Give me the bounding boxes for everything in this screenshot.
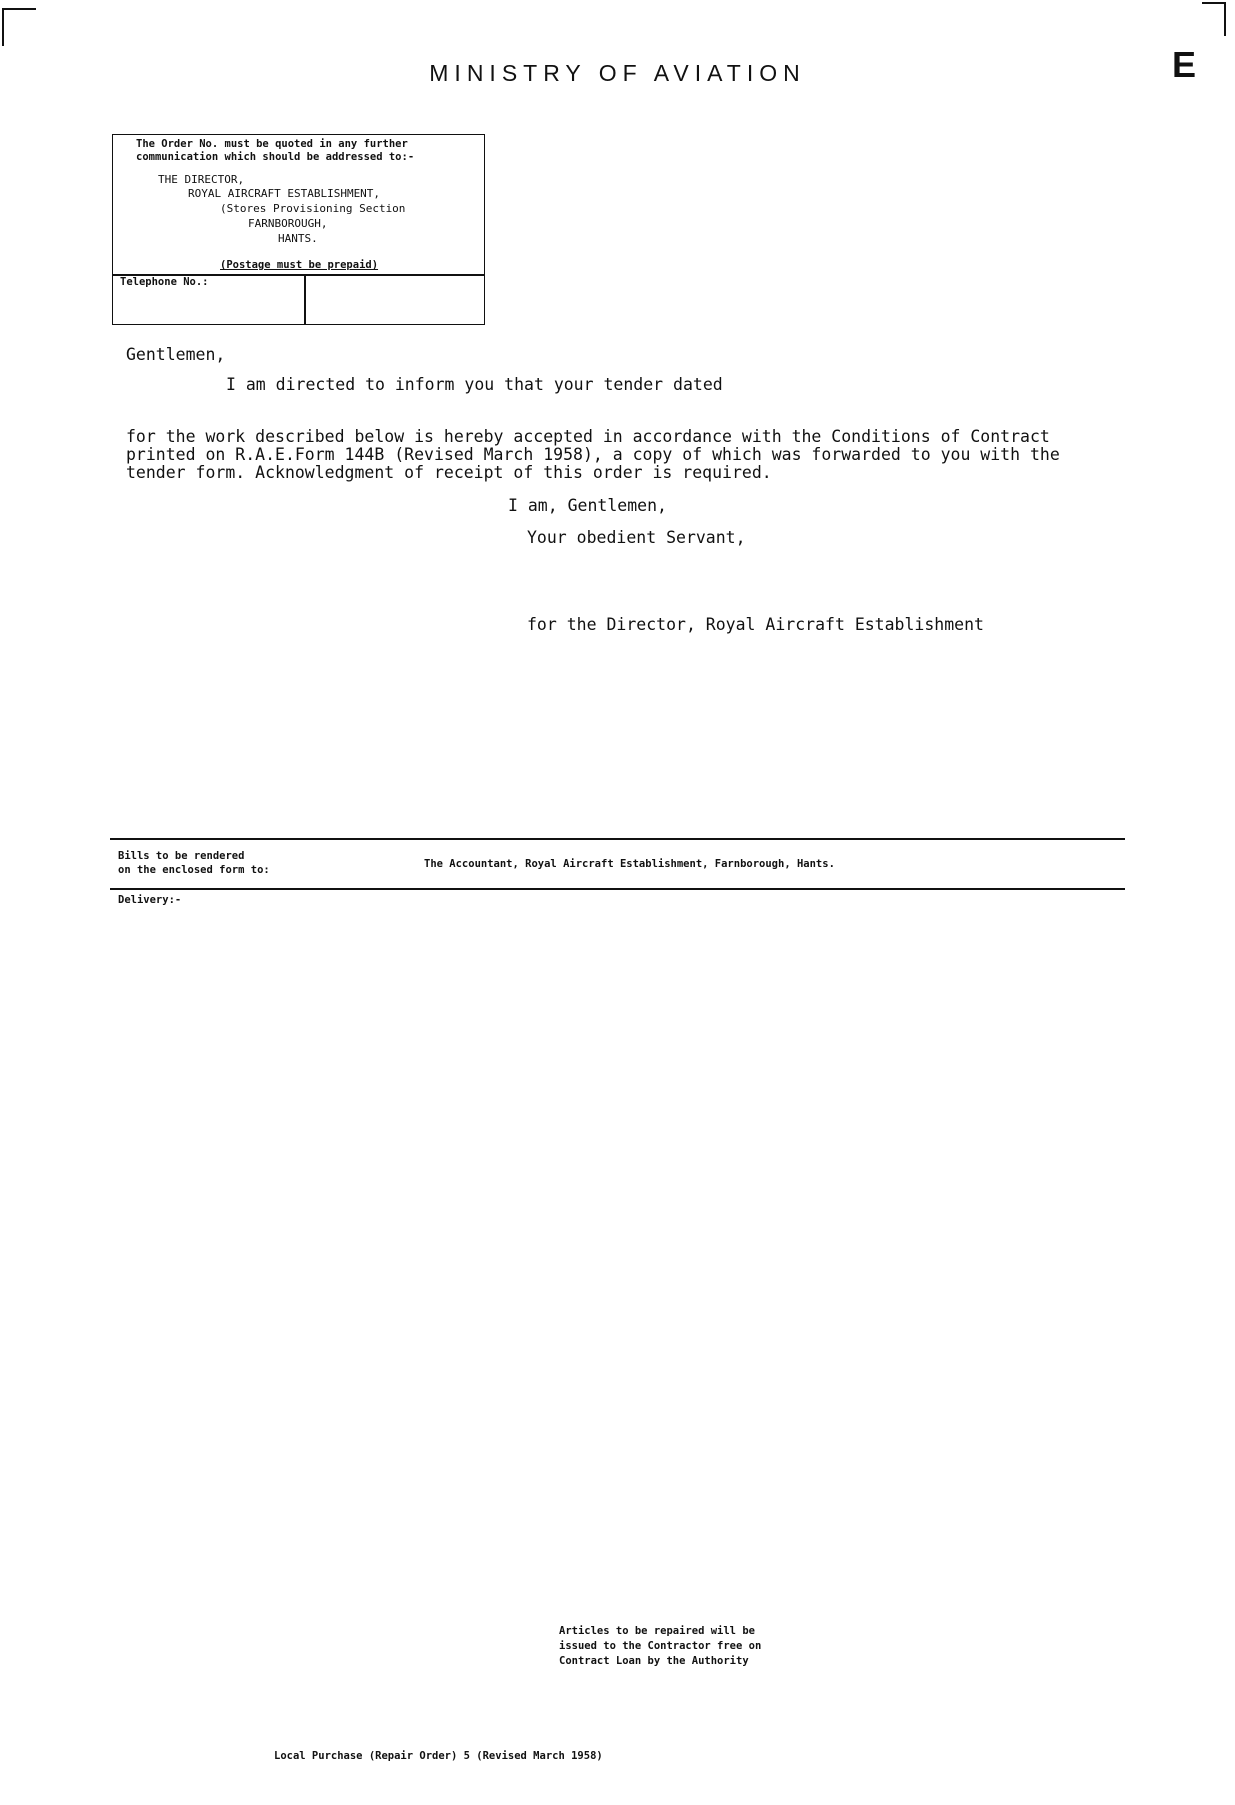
bills-label-line1: Bills to be rendered bbox=[118, 850, 245, 862]
address-notice-line2: communication which should be addressed to:- bbox=[136, 151, 415, 163]
address-line-2: ROYAL AIRCRAFT ESTABLISHMENT, bbox=[188, 187, 381, 200]
bills-bottom-rule bbox=[110, 888, 1125, 890]
intro-line: I am directed to inform you that your tender dated bbox=[226, 375, 723, 394]
articles-note-line1: Articles to be repaired will be bbox=[559, 1625, 755, 1637]
paragraph-line-3: tender form. Acknowledgment of receipt of this order is required. bbox=[126, 463, 772, 482]
salutation: Gentlemen, bbox=[126, 345, 226, 364]
address-line-5: HANTS. bbox=[278, 232, 318, 245]
paragraph-line-1: for the work described below is hereby accepted in accordance with the Conditions of Contract bbox=[126, 427, 1050, 446]
closing-line-2: Your obedient Servant, bbox=[527, 528, 746, 547]
address-line-1: THE DIRECTOR, bbox=[158, 173, 245, 186]
corner-mark-top-left bbox=[2, 8, 36, 10]
closing-line-1: I am, Gentlemen, bbox=[508, 496, 667, 515]
page-title: MINISTRY OF AVIATION bbox=[429, 60, 806, 86]
articles-note-line2: issued to the Contractor free on bbox=[559, 1640, 762, 1652]
paragraph-line-2: printed on R.A.E.Form 144B (Revised March 1958), a copy of which was forwarded to you with the bbox=[126, 445, 1060, 464]
address-line-4: FARNBOROUGH, bbox=[248, 217, 328, 230]
telephone-label: Telephone No.: bbox=[120, 276, 209, 288]
form-footer: Local Purchase (Repair Order) 5 (Revised March 1958) bbox=[274, 1750, 603, 1762]
corner-mark-top-right-vertical bbox=[1224, 2, 1226, 36]
delivery-label: Delivery:- bbox=[118, 894, 182, 906]
form-letter: E bbox=[1172, 44, 1197, 85]
address-notice-line1: The Order No. must be quoted in any further bbox=[136, 138, 408, 150]
signature-line: for the Director, Royal Aircraft Establishment bbox=[527, 615, 984, 634]
bills-address: The Accountant, Royal Aircraft Establishment, Farnborough, Hants. bbox=[424, 858, 835, 870]
telephone-divider bbox=[304, 274, 306, 324]
bills-label-line2: on the enclosed form to: bbox=[118, 864, 270, 876]
corner-mark-top-right bbox=[1202, 2, 1226, 4]
postage-note: (Postage must be prepaid) bbox=[220, 259, 379, 271]
bills-top-rule bbox=[110, 838, 1125, 840]
corner-mark-top-left-vertical bbox=[2, 8, 4, 46]
address-line-3: (Stores Provisioning Section bbox=[220, 202, 406, 215]
articles-note-line3: Contract Loan by the Authority bbox=[559, 1655, 749, 1667]
